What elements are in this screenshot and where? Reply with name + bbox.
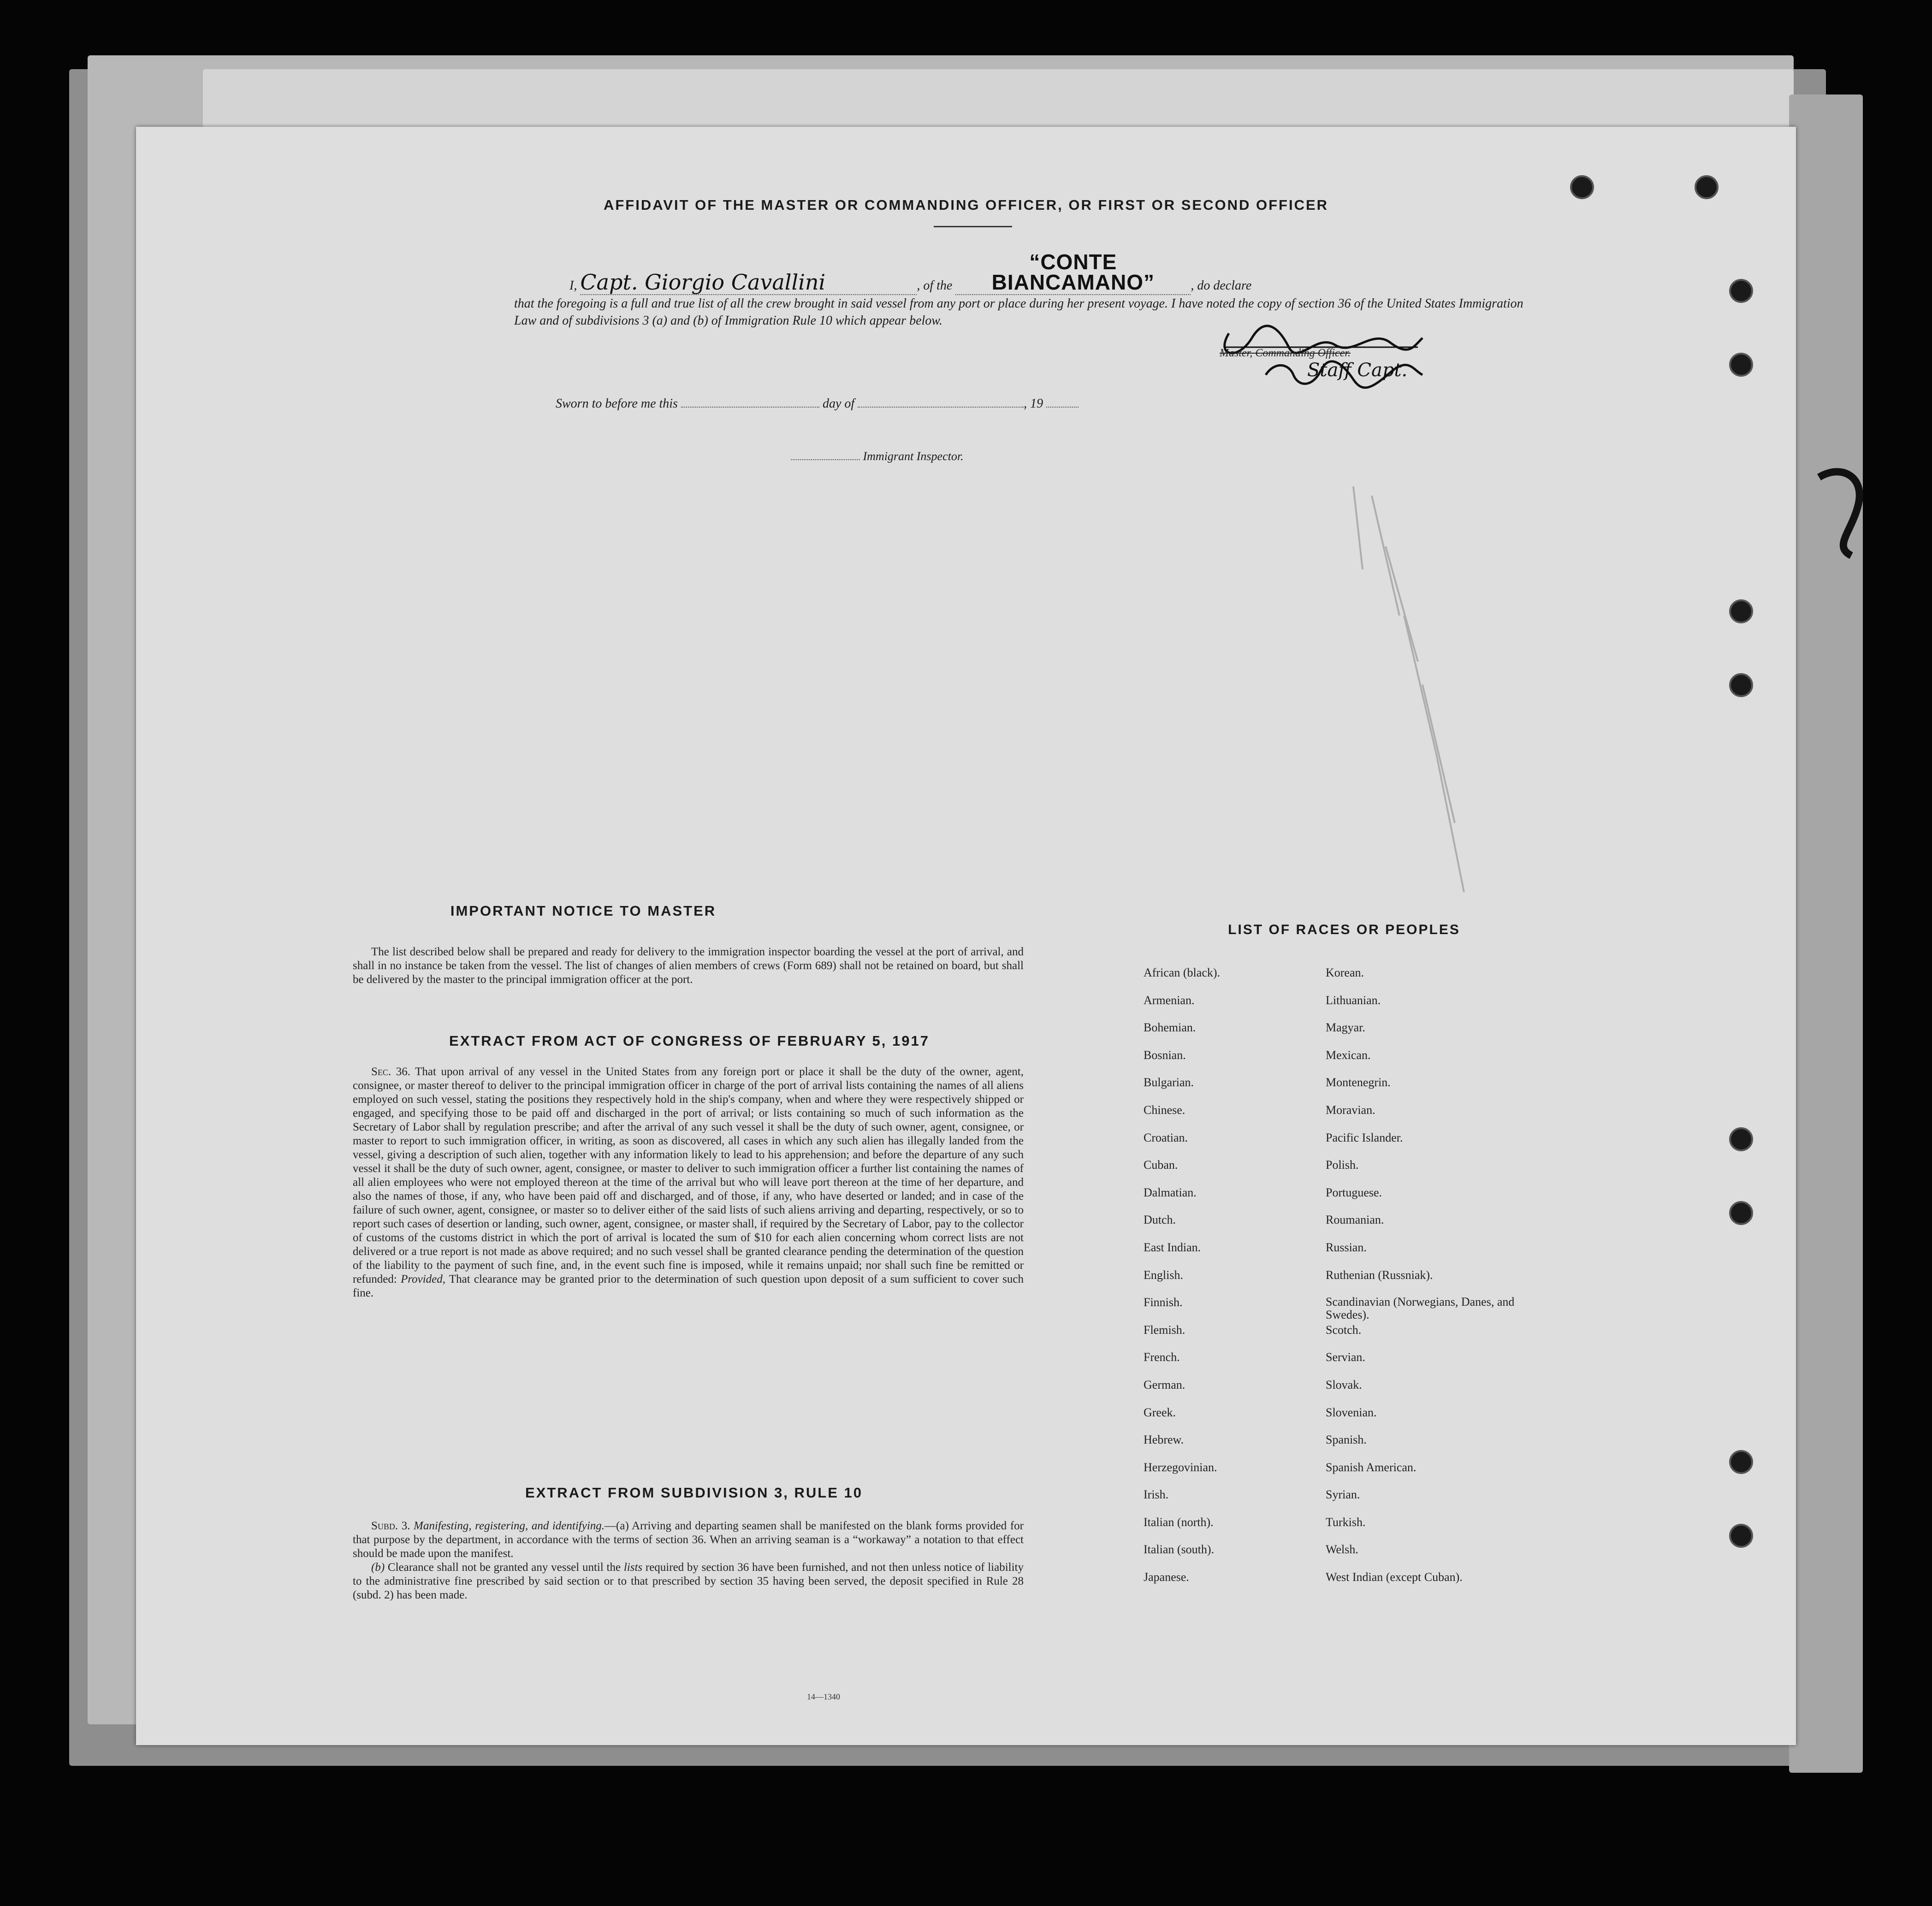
race-item: Ruthenian (Russniak). [1326,1268,1433,1282]
race-item: Cuban. [1144,1158,1178,1172]
punch-hole [1695,175,1719,199]
subd-label: Subd. 3. [371,1520,410,1532]
inspector-label: Immigrant Inspector. [863,450,964,463]
race-item: Roumanian. [1326,1213,1384,1227]
declaration-text: that the foregoing is a full and true list of all the crew brought in said vessel from any port or place during her present voyage. I have noted the copy of section 36 of the United States Immigration Law and of subdivisions 3 (a) and (b) of Immigration Rule 10 which appear below. [514,296,1523,328]
affidavit-page [136,127,1796,1745]
sworn-line [556,397,1079,411]
race-item: Scotch. [1326,1323,1362,1337]
race-item: French. [1144,1350,1180,1364]
extract-act-text [353,1065,1024,1300]
faint-pen-marks [1344,477,1482,938]
punch-hole [1570,175,1594,199]
inspector-line [791,450,964,463]
race-item: East Indian. [1144,1240,1201,1254]
sec-36-text: That upon arrival of any vessel in the United States from any foreign port or place it shall be the duty of the owner, agent, consignee, or master thereof to deliver to the principal immigration officer in charge of the port of arrival lists containing the names of all aliens employed on such vessel, stating the positions they respectively hold in the ship's company, when and where they were respectively shipped or engaged, and specifying those to be paid off and discharged in the port of arrival; or lists containing so much of such information as the Secretary of Labor shall by regulation prescribe; and after the arrival of any such vessel it shall be the duty of such owner, agent, consignee, or master to report to such immigration officer, in writing, as soon as discovered, all cases in which any such alien has illegally landed from the vessel, giving a description of such alien, together with any information likely to lead to his apprehension; and before the departure of any such vessel it shall be the duty of such owner, agent, consignee, or master to deliver to such immigration officer a further list containing the names of all alien employees who were not employed thereon at the time of the arrival but who will leave port thereon at the time of her departure, and also the names of those, if any, who have been paid off and discharged, and of those, if any, who have deserted or landed; and in case of the failure of such owner, agent, consignee, or master so to deliver either of the said lists of such aliens arriving and departing, respectively, or so to report such cases of desertion or landing, such owner, agent, consignee, or master shall, if required by the Secretary of Labor, pay to the collector of customs of the customs district in which the port of arrival is located the sum of $10 for each alien concerning whom correct lists are not delivered or a true report is not made as above required; and no such vessel shall be granted clearance pending the determination of the question of the liability to the payment of such fine, and, in the event such fine is imposed, while it remains unpaid; nor shall such fine be remitted or refunded: [353,1065,1024,1285]
subd-italic: Manifesting, registering, and identifying. [414,1520,605,1532]
race-item: Spanish American. [1326,1460,1416,1474]
race-item: English. [1144,1268,1183,1282]
race-item: Chinese. [1144,1103,1185,1117]
declaration-block [514,250,1547,329]
race-item: Dutch. [1144,1213,1176,1227]
race-item: Scandinavian (Norwegians, Danes, and Swedes). [1326,1295,1515,1322]
race-item: West Indian (except Cuban). [1326,1570,1463,1584]
title-rule [934,226,1012,227]
subd-b-text-2: required by section 36 have been furnished, and not then unless notice of liability to the administrative fine prescribed by said section or to that prescribed by section 35 having been served, the deposit specified in Rule 28 (subd. 2) has been made. [353,1561,1024,1601]
race-item: Lithuanian. [1326,993,1381,1007]
punch-hole [1729,1127,1753,1151]
race-item: Italian (north). [1144,1515,1214,1529]
races-title: LIST OF RACES OR PEOPLES [1228,922,1460,937]
master-name: Capt. Giorgio Cavallini [580,270,826,295]
subd-b-italic: lists [623,1561,643,1574]
race-item: Japanese. [1144,1570,1189,1584]
race-item: Turkish. [1326,1515,1366,1529]
i-label: I, [569,278,577,293]
margin-pen-mark [1814,459,1870,560]
signature-caption: Master, Commanding Officer. [1220,347,1351,359]
race-item: Mexican. [1326,1048,1371,1062]
races-left-column [1144,966,1220,1598]
punch-hole [1729,279,1753,303]
race-item: Slovenian. [1326,1405,1377,1419]
race-item: Moravian. [1326,1103,1375,1117]
sworn-prefix: Sworn to before me this [556,397,678,411]
punch-hole [1729,353,1753,377]
race-item: Finnish. [1144,1296,1183,1309]
race-item: Spanish. [1326,1433,1367,1447]
affidavit-title: AFFIDAVIT OF THE MASTER OR COMMANDING OFFICER, OR FIRST OR SECOND OFFICER [603,197,1329,213]
extract-rule-title: EXTRACT FROM SUBDIVISION 3, RULE 10 [525,1485,863,1501]
race-item: Portuguese. [1326,1185,1382,1199]
race-item: Dalmatian. [1144,1185,1197,1199]
race-item: Irish. [1144,1488,1169,1502]
race-item: African (black). [1144,966,1221,979]
signature-title: Staff Capt. [1307,360,1408,381]
paper-stack-right-edge [1789,95,1863,1773]
year-prefix: , 19 [1024,397,1043,411]
race-item: Welsh. [1326,1543,1358,1557]
punch-hole [1729,1201,1753,1225]
of-the-label: , of the [917,278,953,293]
sec-label: Sec. 36. [371,1065,410,1078]
subd-a-text: —(a) Arriving and departing seamen shall be manifested on the blank forms provided for that purpose by the department, in accordance with the terms of section 36. When an arriving seaman is a “workaway” a notation to that effect should be made upon the manifest. [353,1520,1024,1560]
race-item: Korean. [1326,966,1364,979]
race-item: Italian (south). [1144,1543,1215,1557]
race-item: Polish. [1326,1158,1359,1172]
subd-b-label: (b) [371,1561,385,1574]
race-item: German. [1144,1378,1185,1391]
races-right-column [1326,966,1524,1598]
race-item: Bosnian. [1144,1048,1186,1062]
extract-rule-text [353,1519,1024,1602]
race-item: Montenegrin. [1326,1076,1391,1089]
notice-title: IMPORTANT NOTICE TO MASTER [450,903,717,919]
race-item: Russian. [1326,1240,1367,1254]
day-of-label: day of [822,397,855,411]
notice-text [353,945,1024,987]
race-item: Flemish. [1144,1323,1185,1337]
race-item: Armenian. [1144,993,1195,1007]
race-item: Greek. [1144,1405,1176,1419]
race-item: Bohemian. [1144,1021,1196,1035]
provided-label: Provided, [401,1273,446,1285]
provided-text: That clearance may be granted prior to the determination of such question upon deposit of a sum sufficient to cover such fine. [353,1273,1024,1299]
subd-b-text-1: Clearance shall not be granted any vessel until the [387,1561,621,1574]
race-item: Servian. [1326,1350,1365,1364]
punch-hole [1729,1450,1753,1474]
race-item: Syrian. [1326,1488,1360,1502]
punch-hole [1729,1524,1753,1548]
race-item: Croatian. [1144,1131,1188,1144]
form-number: 14—1340 [807,1692,840,1701]
race-item: Herzegovinian. [1144,1460,1217,1474]
punch-hole [1729,673,1753,697]
punch-hole [1729,599,1753,623]
race-item: Hebrew. [1144,1433,1184,1447]
race-item: Pacific Islander. [1326,1131,1403,1144]
ship-name: “CONTE BIANCAMANO” [991,250,1155,294]
do-declare-label: , do declare [1191,278,1252,293]
notice-paragraph: The list described below shall be prepared and ready for delivery to the immigration inspector boarding the vessel at the port of arrival, and shall in no instance be taken from the vessel. The list of changes of alien members of crews (Form 689) shall not be retained on board, but shall be delivered by the master to the principal immigration officer at the port. [353,946,1024,986]
race-item: Slovak. [1326,1378,1362,1391]
race-item: Magyar. [1326,1021,1365,1035]
extract-act-title: EXTRACT FROM ACT OF CONGRESS OF FEBRUARY 5, 1917 [449,1033,930,1049]
race-item: Bulgarian. [1144,1076,1194,1089]
